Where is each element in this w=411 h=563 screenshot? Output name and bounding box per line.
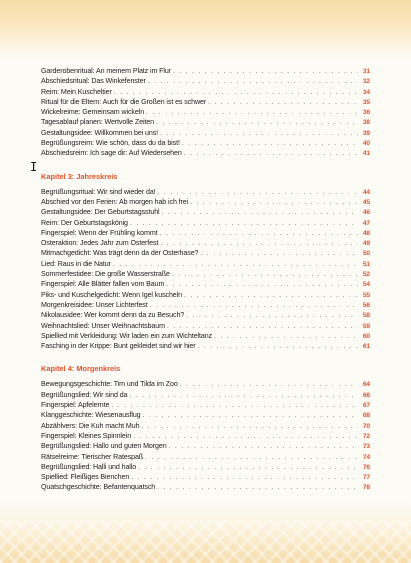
toc-entry[interactable] <box>41 218 370 228</box>
toc-entry-title: Abschied vor den Ferien: Ab morgen hab ich frei <box>41 197 189 206</box>
toc-leader-dots <box>200 248 358 258</box>
toc-entry[interactable] <box>41 452 370 462</box>
toc-entry-page: 56 <box>362 301 370 309</box>
toc-entry[interactable] <box>41 379 370 389</box>
toc-leader-dots <box>158 187 358 197</box>
toc-entry-title: Piks- und Kuschelgedicht: Wenn Igel kuscheln <box>41 290 182 299</box>
toc-entry-title: Bewegungsgeschichte: Tim und Tilda im Zoo <box>41 380 178 389</box>
toc-entry-page: 45 <box>362 198 370 206</box>
toc-entry[interactable] <box>41 300 370 310</box>
toc-entry-title: Morgenkreisidee: Unser Lichterfest <box>41 300 148 309</box>
toc-entry-page: 44 <box>362 188 370 196</box>
toc-entry-page: 51 <box>362 260 370 268</box>
toc-entry-title: Fingerspiel: Apfelernte <box>41 401 110 410</box>
toc-entry-title: Begrüßungslied: Hallo und guten Morgen <box>41 442 167 451</box>
toc-entry-page: 41 <box>362 150 370 158</box>
toc-entry[interactable] <box>41 441 370 451</box>
toc-entry[interactable] <box>41 472 370 482</box>
toc-entry-title: Fingerspiel: Alle Blätter fallen vom Baum <box>41 280 165 289</box>
toc-entry-title: Gestaltungsidee: Willkommen bei uns! <box>41 128 159 137</box>
toc-leader-dots <box>129 390 358 400</box>
toc-leader-dots <box>184 290 358 300</box>
toc-entry-page: 54 <box>362 281 370 289</box>
toc-entry[interactable] <box>41 390 370 400</box>
toc-entry[interactable] <box>41 410 370 420</box>
toc-entry-title: Klanggeschichte: Wiesenausflug <box>41 411 141 420</box>
toc-entry-page: 38 <box>362 119 370 127</box>
toc-entry-page: 72 <box>362 432 370 440</box>
toc-leader-dots <box>114 87 358 97</box>
toc-entry-page: 64 <box>362 381 370 389</box>
toc-entry[interactable] <box>41 290 370 300</box>
toc-entry-page: 48 <box>362 229 370 237</box>
toc-leader-dots <box>190 197 358 207</box>
toc-entry-title: Spiellied: Fleißiges Bienchen <box>41 473 130 482</box>
toc-entry-page: 40 <box>362 140 370 148</box>
toc-entry[interactable] <box>41 331 370 341</box>
toc-entry-title: Lied: Raus in die Natur <box>41 259 111 268</box>
toc-entry-title: Gestaltungsidee: Der Geburtstagsstuhl <box>41 208 160 217</box>
toc-entry-page: 58 <box>362 312 370 320</box>
toc-entry-title: Sommerfestidee: Die große Wasserstraße <box>41 270 170 279</box>
toc-leader-dots <box>141 421 358 431</box>
toc-entry[interactable] <box>41 421 370 431</box>
toc-leader-dots <box>148 76 358 86</box>
toc-entry-title: Nikolausidee: Wer kommt denn da zu Besuch? <box>41 311 185 320</box>
toc-entry[interactable] <box>41 228 370 238</box>
toc-entry[interactable] <box>41 107 370 117</box>
toc-entry-page: 39 <box>362 129 370 137</box>
toc-entry-page: 52 <box>362 271 370 279</box>
toc-entry-title: Garderobenritual: An meinem Platz im Flur <box>41 67 171 75</box>
toc-section-1 <box>41 66 370 159</box>
toc-entry-title: Begrüßungsritual: Wir sind wieder da! <box>41 187 156 196</box>
toc-entry[interactable] <box>41 279 370 289</box>
toc-leader-dots <box>208 97 358 107</box>
toc-entry-title: Osteraktion: Jedes Jahr zum Osterfest <box>41 239 159 248</box>
toc-leader-dots <box>160 238 358 248</box>
toc-entry-title: Abschiedsreim: Ich sage dir: Auf Wiedersehen <box>41 149 182 158</box>
toc-leader-dots <box>166 279 358 289</box>
toc-leader-dots <box>162 207 358 217</box>
toc-entry[interactable] <box>41 128 370 138</box>
toc-entry-title: Quatschgeschichte: Befantenquatsch <box>41 483 156 492</box>
chapter-3-heading: Kapitel 3: Jahreskreis <box>41 171 118 181</box>
toc-entry[interactable] <box>41 400 370 410</box>
toc-entry[interactable] <box>41 431 370 441</box>
toc-entry-title: Begrüßungslied: Halli und hallo <box>41 462 137 471</box>
toc-entry-title: Ritual für die Eltern: Auch für die Großen ist es schwer <box>41 97 207 106</box>
toc-entry[interactable] <box>41 138 370 148</box>
toc-entry-page: 59 <box>362 322 370 330</box>
toc-entry-page: 68 <box>362 412 370 420</box>
toc-entry-title: Weihnachtslied: Unser Weihnachtsbaum <box>41 321 165 330</box>
toc-entry-page: 32 <box>362 78 370 86</box>
toc-leader-dots <box>156 117 358 127</box>
toc-entry[interactable] <box>41 87 370 97</box>
toc-entry-page: 50 <box>362 250 370 258</box>
toc-leader-dots <box>130 218 358 228</box>
toc-entry-title: Rätselreime: Tierischer Ratespaß <box>41 452 144 461</box>
toc-entry[interactable] <box>41 341 370 351</box>
toc-leader-dots <box>186 310 358 320</box>
toc-entry-page: 67 <box>362 402 370 410</box>
toc-leader-dots <box>131 472 358 482</box>
toc-entry-page: 74 <box>362 453 370 461</box>
toc-entry-title: Begrüßungslied: Wir sind da <box>41 390 128 399</box>
toc-entry-title: Reim: Mein Kuscheltier <box>41 87 112 96</box>
toc-entry-title: Mitmachgedicht: Was trägt denn da der Osterhase? <box>41 249 199 258</box>
toc-entry-page: 49 <box>362 240 370 248</box>
toc-entry[interactable] <box>41 148 370 158</box>
toc-entry-title: Reim: Der Geburtstagskönig <box>41 218 128 227</box>
toc-entry-title: Wickelreime: Gemeinsam wickeln <box>41 108 145 117</box>
toc-leader-dots <box>138 462 358 472</box>
toc-entry[interactable] <box>41 248 370 258</box>
toc-chapter-4 <box>41 379 370 492</box>
toc-entry-page: 76 <box>362 463 370 471</box>
toc-entry-title: Fasching in der Krippe: Bunt gekleidet sind wir hier <box>41 342 196 351</box>
toc-entry[interactable] <box>41 197 370 207</box>
toc-entry[interactable] <box>41 269 370 279</box>
toc-leader-dots <box>113 259 358 269</box>
toc-entry-title: Abzählvers: Die Kuh macht Muh <box>41 421 140 430</box>
toc-entry[interactable] <box>41 97 370 107</box>
toc-entry-title: Fingerspiel: Wenn der Frühling kommt <box>41 228 158 237</box>
toc-leader-dots <box>169 441 358 451</box>
bottom-decoration <box>0 500 411 563</box>
toc-leader-dots <box>167 321 358 331</box>
toc-leader-dots <box>180 379 358 389</box>
toc-entry[interactable] <box>41 117 370 127</box>
toc-leader-dots <box>172 269 358 279</box>
toc-entry-page: 46 <box>362 209 370 217</box>
toc-entry-page: 66 <box>362 391 370 399</box>
toc-leader-dots <box>184 148 358 158</box>
toc-entry-title: Spiellied mit Verkleidung: Wir laden ein zum Wichteltanz <box>41 331 213 340</box>
toc-entry-title: Begrüßungsreim: Wie schön, dass du da bist! <box>41 139 180 148</box>
table-of-contents <box>41 66 370 493</box>
toc-leader-dots <box>198 341 359 351</box>
toc-leader-dots <box>111 400 358 410</box>
toc-entry-page: 34 <box>362 88 370 96</box>
toc-entry[interactable] <box>41 321 370 331</box>
toc-entry-page: 60 <box>362 332 370 340</box>
toc-entry-page: 36 <box>362 109 370 117</box>
toc-entry[interactable] <box>41 66 370 76</box>
toc-leader-dots <box>143 410 358 420</box>
toc-entry-page: 47 <box>362 219 370 227</box>
toc-entry[interactable] <box>41 482 370 492</box>
toc-entry-page: 77 <box>362 474 370 482</box>
chapter-4-heading: Kapitel 4: Morgenkreis <box>41 364 121 374</box>
toc-entry-page: 78 <box>362 484 370 492</box>
top-decoration <box>0 0 411 60</box>
toc-leader-dots <box>133 431 358 441</box>
toc-leader-dots <box>150 300 358 310</box>
toc-leader-dots <box>157 482 358 492</box>
toc-entry-page: 55 <box>362 291 370 299</box>
toc-entry-page: 31 <box>362 68 370 75</box>
toc-entry[interactable] <box>41 207 370 217</box>
toc-entry-page: 35 <box>362 98 370 106</box>
toc-entry[interactable] <box>41 187 370 197</box>
toc-entry[interactable] <box>41 259 370 269</box>
toc-leader-dots <box>160 228 358 238</box>
toc-chapter-3 <box>41 187 370 352</box>
toc-entry-page: 70 <box>362 422 370 430</box>
toc-leader-dots <box>173 66 358 76</box>
toc-entry-title: Tagesablauf planen: Wertvolle Zeiten <box>41 118 154 127</box>
toc-leader-dots <box>160 128 358 138</box>
text-cursor-icon: I <box>30 160 38 174</box>
toc-entry-page: 73 <box>362 443 370 451</box>
toc-entry-page: 61 <box>362 343 370 351</box>
toc-entry-title: Fingerspiel: Kleines Spinnlein <box>41 431 132 440</box>
toc-entry[interactable] <box>41 238 370 248</box>
toc-entry[interactable] <box>41 462 370 472</box>
bottom-pattern <box>0 520 411 563</box>
toc-entry[interactable] <box>41 76 370 86</box>
toc-leader-dots <box>214 331 358 341</box>
toc-leader-dots <box>146 107 358 117</box>
toc-leader-dots <box>145 452 358 462</box>
toc-leader-dots <box>182 138 358 148</box>
toc-entry[interactable] <box>41 310 370 320</box>
toc-entry-title: Abschiedsritual: Das Winkefenster <box>41 77 146 86</box>
